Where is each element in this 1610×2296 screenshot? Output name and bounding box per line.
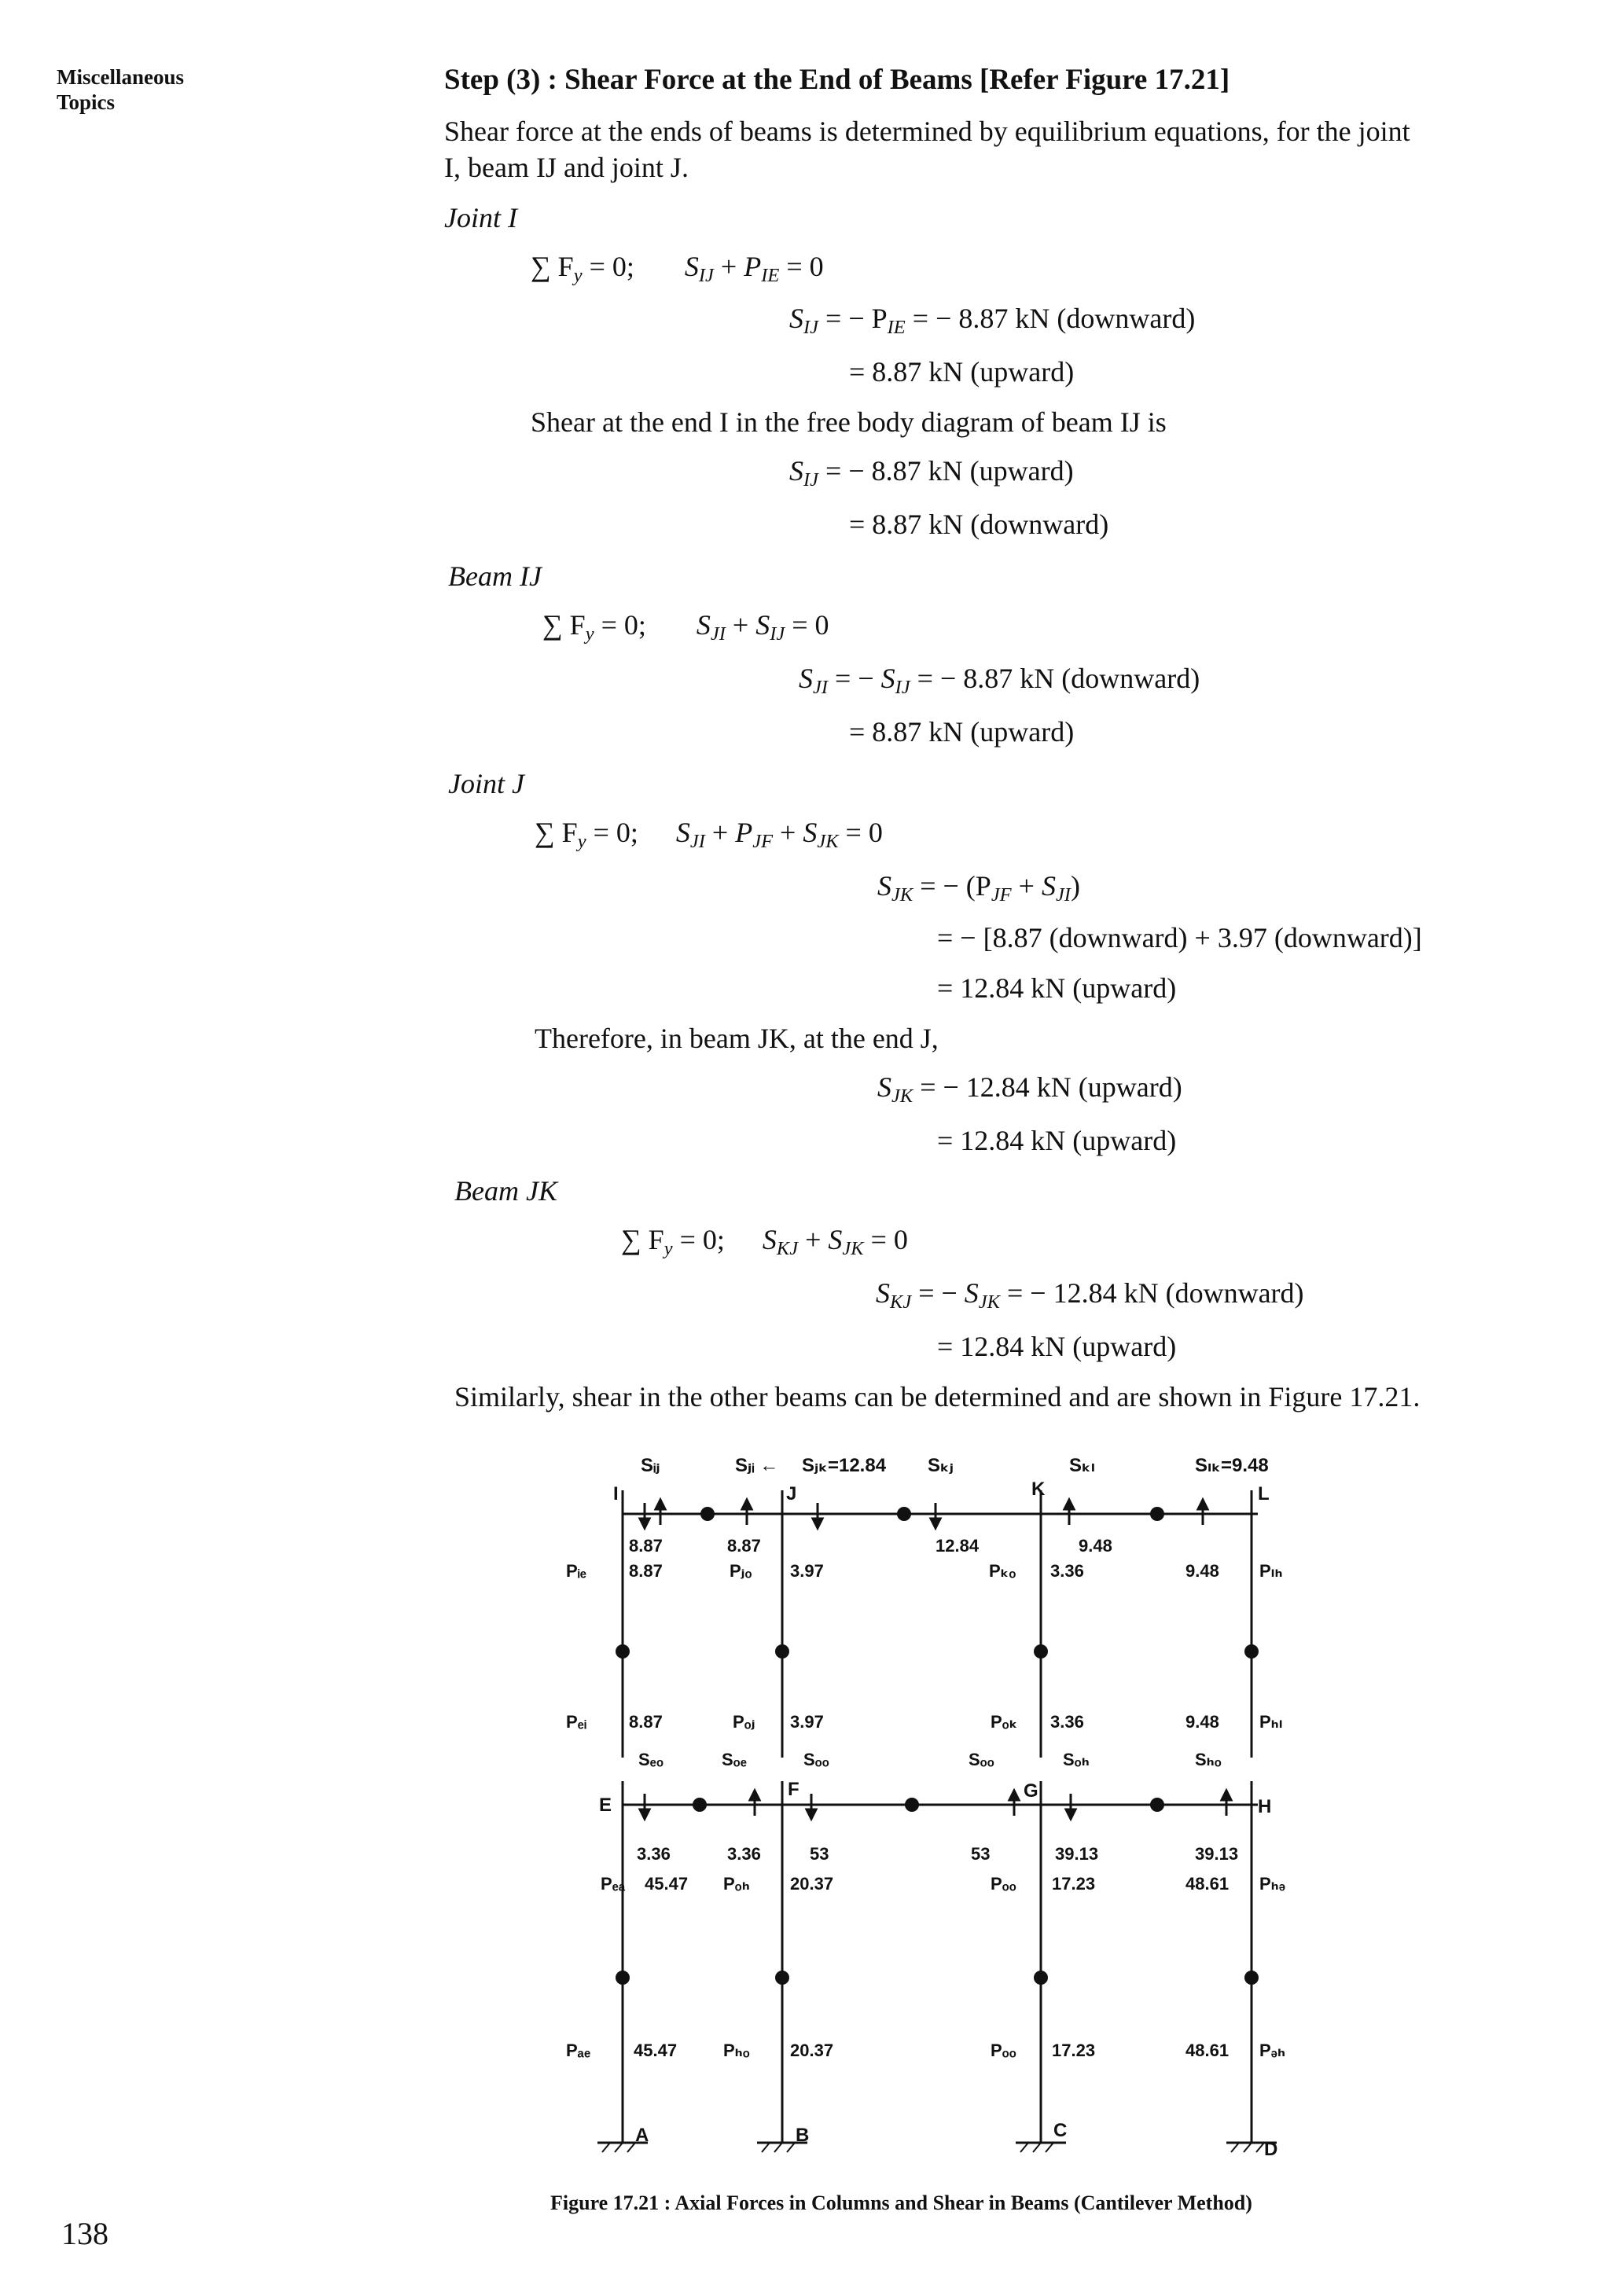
value-p-fb: 20.37 — [790, 1874, 834, 1894]
value-p-gk: 3.36 — [1050, 1712, 1084, 1732]
value-upper-3: 12.84 — [935, 1536, 980, 1556]
text-similarly: Similarly, shear in the other beams can be determined and are shown in Figure 17.21. — [454, 1381, 1421, 1412]
node-i: I — [613, 1483, 619, 1504]
support-hatch-d3 — [1256, 2143, 1264, 2152]
label-p-ie: Pᵢₑ — [566, 1561, 587, 1581]
eq-jkend-r1: = − 12.84 kN (upward) — [920, 1071, 1182, 1103]
value-p-kg: 3.36 — [1050, 1561, 1084, 1581]
eq-sij-r1: = − P — [825, 303, 888, 334]
hinge-top-3 — [1150, 1507, 1164, 1521]
label-s-ij: Sᵢⱼ — [641, 1455, 660, 1476]
eq-zero: = 0; — [582, 251, 634, 282]
value-upper-1: 8.87 — [629, 1536, 663, 1556]
arrow-head-sfe — [750, 1791, 759, 1800]
hinge-col-lh — [1244, 1644, 1259, 1659]
label-s-kj: Sₖⱼ — [928, 1455, 954, 1476]
support-hatch-a1 — [602, 2143, 610, 2152]
label-s-fe: Sₒₑ — [722, 1750, 747, 1769]
node-k: K — [1031, 1479, 1046, 1500]
label-p-gc: Pₒₒ — [991, 1874, 1016, 1894]
arrow-head-skj — [931, 1519, 940, 1528]
node-g: G — [1024, 1780, 1038, 1802]
label-p-ea: Pₑₐ — [601, 1874, 626, 1894]
support-hatch-b2 — [774, 2143, 782, 2152]
sum-fy-4: ∑ F — [621, 1224, 664, 1255]
equation-skj-2: = 12.84 kN (upward) — [937, 1331, 1177, 1362]
step-heading: Step (3) : Shear Force at the End of Beams [Refer Figure 17.21] — [444, 64, 1230, 96]
value-p-bf: 20.37 — [790, 2041, 834, 2060]
sum-fy-3: ∑ F — [535, 817, 578, 848]
label-p-bf: Pₕₒ — [723, 2041, 750, 2060]
label-p-ei: Pₑᵢ — [566, 1712, 587, 1732]
sum-fy-2: ∑ F — [542, 609, 586, 641]
equation-beam-jk-sum: ∑ $F_y = 0$; $S_{KJ} + S_{JK} = 0$ — [621, 1224, 908, 1259]
page-number: 138 — [61, 2216, 108, 2251]
hinge-col-ea — [616, 1971, 630, 1985]
node-e: E — [599, 1795, 612, 1816]
section-joint-i: Joint I — [444, 202, 517, 233]
equation-sji-2: = 8.87 kN (upward) — [849, 716, 1075, 748]
equation-sij-3: $S_{IJ}$ = − 8.87 kN (upward) — [789, 455, 1074, 490]
node-l: L — [1258, 1483, 1270, 1504]
frame-figure-17-21 — [566, 1443, 1336, 2190]
side-label-line2: Topics — [57, 90, 116, 114]
label-s-ji: Sⱼᵢ ← — [735, 1455, 779, 1476]
support-hatch-d2 — [1244, 2143, 1252, 2152]
eq-sji-r1b: = − 8.87 kN (downward) — [910, 663, 1200, 694]
section-side-label — [57, 64, 184, 115]
support-hatch-d1 — [1231, 2143, 1239, 2152]
eq-sij-r1b: = − 8.87 kN (downward) — [905, 303, 1196, 334]
equation-sij-2: = 8.87 kN (upward) — [849, 356, 1075, 388]
eq-iend-r1: = − 8.87 kN (upward) — [825, 455, 1074, 487]
hinge-mid-1 — [693, 1798, 707, 1812]
text-shear-end-i: Shear at the end I in the free body diagram of beam IJ is — [531, 406, 1167, 438]
label-p-hl: Pₕₗ — [1259, 1712, 1283, 1732]
value-lower-2: 3.36 — [727, 1844, 761, 1864]
value-p-dh: 48.61 — [1185, 2041, 1230, 2060]
support-hatch-b1 — [762, 2143, 770, 2152]
intro-line-1: Shear force at the ends of beams is determined by equilibrium equations, for the joint — [444, 116, 1410, 147]
label-p-cg: Pₒₒ — [991, 2041, 1016, 2060]
value-p-jf: 3.97 — [790, 1561, 824, 1581]
arrow-head-sij — [640, 1519, 649, 1528]
equation-sjk-1: $S_{JK}$ = − $(P_{JF} + S_{JI})$ — [877, 870, 1080, 906]
equation-sji-1: $S_{JI}$ = − $S_{IJ}$ = − 8.87 kN (downward) — [799, 663, 1200, 698]
value-p-lh: 9.48 — [1185, 1561, 1219, 1581]
value-p-ie: 8.87 — [629, 1561, 663, 1581]
equation-sjk-3: = 12.84 kN (upward) — [937, 972, 1177, 1004]
hinge-col-jf — [775, 1644, 789, 1659]
hinge-col-kg — [1034, 1644, 1048, 1659]
label-p-hd: Pₕₔ — [1259, 1874, 1285, 1894]
value-p-gc: 17.23 — [1052, 1874, 1096, 1894]
value-lower-1: 3.36 — [637, 1844, 671, 1864]
value-p-ei: 8.87 — [629, 1712, 663, 1732]
eq-sjk-r1: = − (P — [920, 870, 991, 902]
sum-fy: ∑ F — [531, 251, 574, 282]
hinge-top-2 — [897, 1507, 911, 1521]
equation-skj-1: $S_{KJ}$ = − $S_{JK}$ = − 12.84 kN (downward) — [876, 1277, 1304, 1313]
label-p-kg: Pₖₒ — [989, 1561, 1016, 1581]
eq-skj-r1b: = − 12.84 kN (downward) — [999, 1277, 1304, 1309]
label-s-fg: Sₒₒ — [803, 1750, 829, 1769]
equation-sij-1: $S_{IJ}$ = − $P_{IE}$ = − 8.87 kN (downward) — [789, 303, 1196, 338]
node-b: B — [796, 2125, 810, 2146]
value-lower-5: 39.13 — [1055, 1844, 1099, 1864]
support-hatch-b3 — [787, 2143, 795, 2152]
label-p-ae: Pₐₑ — [566, 2041, 591, 2060]
eq-zero-4: = 0; — [672, 1224, 725, 1255]
label-p-dh: Pₔₕ — [1259, 2041, 1285, 2060]
arrow-head-sef — [640, 1809, 649, 1819]
hinge-top-1 — [700, 1507, 715, 1521]
section-beam-jk: Beam JK — [454, 1175, 557, 1207]
value-p-ae: 45.47 — [634, 2041, 678, 2060]
value-upper-2: 8.87 — [727, 1536, 761, 1556]
value-p-fj: 3.97 — [790, 1712, 824, 1732]
side-label-line1: Miscellaneous — [57, 65, 184, 89]
hinge-mid-2 — [905, 1798, 919, 1812]
label-p-fb: Pₒₕ — [723, 1874, 750, 1894]
arrow-head-sjk — [813, 1519, 822, 1528]
eq-zero-3: = 0; — [586, 817, 638, 848]
intro-line-2: I, beam IJ and joint J. — [444, 152, 689, 183]
value-lower-4: 53 — [971, 1844, 991, 1864]
value-lower-6: 39.13 — [1195, 1844, 1239, 1864]
section-beam-ij: Beam IJ — [448, 560, 542, 592]
value-p-hd: 48.61 — [1185, 1874, 1230, 1894]
eq-zero-2: = 0; — [594, 609, 646, 641]
section-joint-j: Joint J — [448, 768, 524, 799]
hinge-mid-3 — [1150, 1798, 1164, 1812]
support-hatch-a3 — [627, 2143, 635, 2152]
label-s-kl: Sₖₗ — [1069, 1455, 1095, 1476]
label-p-jf: Pⱼₒ — [730, 1561, 752, 1581]
equation-beam-ij-sum: ∑ $F_y = 0$; $S_{JI} + S_{IJ} = 0$ — [542, 609, 829, 645]
hinge-col-ie — [616, 1644, 630, 1659]
equation-joint-j-sum: ∑ $F_y = 0$; $S_{JI} + P_{JF} + S_{JK} = 0$ — [535, 817, 883, 852]
hinge-col-fb — [775, 1971, 789, 1985]
value-p-hl: 9.48 — [1185, 1712, 1219, 1732]
label-s-gh: Sₒₕ — [1063, 1750, 1090, 1769]
equation-sjk-5: = 12.84 kN (upward) — [937, 1125, 1177, 1156]
node-j: J — [786, 1483, 797, 1504]
label-p-lh: Pₗₕ — [1259, 1561, 1283, 1581]
value-p-ea: 45.47 — [645, 1874, 689, 1894]
node-d: D — [1264, 2139, 1278, 2160]
label-p-fj: Pₒⱼ — [733, 1712, 755, 1732]
arrow-head-sij-up — [656, 1500, 665, 1509]
arrow-head-skl — [1064, 1500, 1074, 1509]
arrow-head-sji — [742, 1500, 752, 1509]
value-lower-3: 53 — [810, 1844, 829, 1864]
label-s-jk: Sⱼₖ=12.84 — [802, 1455, 887, 1476]
label-s-hg: Sₕₒ — [1195, 1750, 1222, 1769]
value-upper-4: 9.48 — [1079, 1536, 1112, 1556]
node-f: F — [788, 1779, 799, 1800]
equation-sij-4: = 8.87 kN (downward) — [849, 509, 1109, 540]
node-c: C — [1053, 2120, 1068, 2141]
arrow-head-sfg — [807, 1809, 816, 1819]
support-hatch-c3 — [1046, 2143, 1053, 2152]
text-therefore-jk: Therefore, in beam JK, at the end J, — [535, 1023, 939, 1054]
equation-joint-i-sum: ∑ $F_y = 0$; $S_{IJ} + P_{IE} = 0$ — [531, 251, 824, 286]
support-hatch-a2 — [615, 2143, 623, 2152]
support-hatch-c2 — [1033, 2143, 1041, 2152]
support-hatch-c1 — [1020, 2143, 1028, 2152]
arrow-head-sgh — [1066, 1809, 1075, 1819]
arrow-head-slk — [1198, 1500, 1208, 1509]
label-s-gf: Sₒₒ — [969, 1750, 994, 1769]
label-p-gk: Pₒₖ — [991, 1712, 1018, 1732]
label-s-ef: Sₑₒ — [638, 1750, 663, 1769]
node-a: A — [635, 2125, 649, 2146]
arrow-head-sgf — [1009, 1791, 1019, 1800]
hinge-col-gc — [1034, 1971, 1048, 1985]
label-s-lk: Sₗₖ=9.48 — [1195, 1455, 1269, 1476]
equation-sjk-4: $S_{JK}$ = − 12.84 kN (upward) — [877, 1071, 1182, 1107]
hinge-col-hd — [1244, 1971, 1259, 1985]
node-h: H — [1258, 1796, 1272, 1817]
figure-caption: Figure 17.21 : Axial Forces in Columns and Shear in Beams (Cantilever Method) — [550, 2191, 1252, 2214]
arrow-head-shg — [1222, 1791, 1231, 1800]
equation-sjk-2: = − [8.87 (downward) + 3.97 (downward)] — [937, 922, 1422, 953]
frame-diagram — [566, 1443, 1336, 2190]
value-p-cg: 17.23 — [1052, 2041, 1096, 2060]
